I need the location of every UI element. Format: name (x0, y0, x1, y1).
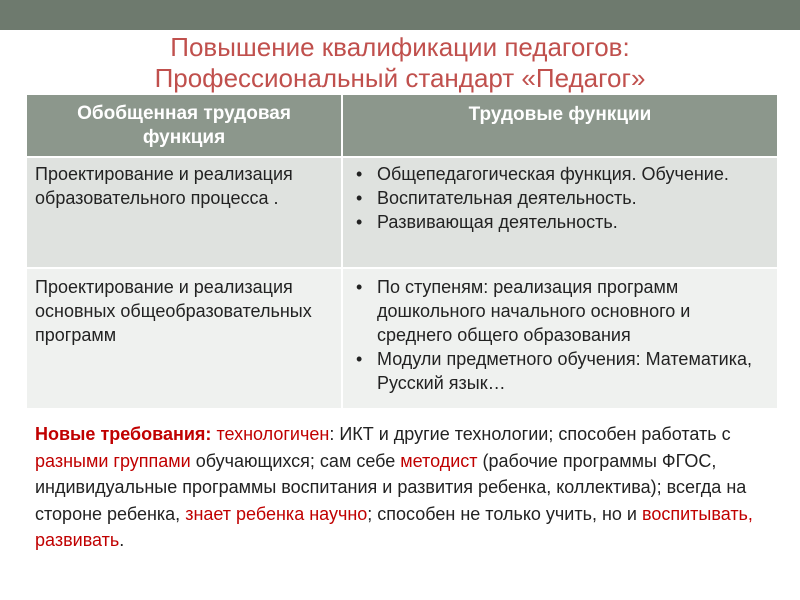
text-segment: ; способен не только учить, но и (367, 503, 642, 524)
title-line-1: Повышение квалификации педагогов: (170, 32, 630, 62)
functions-list (351, 275, 769, 395)
text-segment: . (119, 530, 125, 550)
highlight-technological: технологичен (216, 424, 330, 444)
header-general-function: Обобщенная трудовая функция (27, 95, 342, 157)
table-header-row (27, 95, 777, 157)
text-segment: обучающихся; сам себе (190, 450, 401, 471)
requirements-label: Новые требования: (35, 424, 212, 444)
text-segment: (рабочие программы ФГОС, индивидуальные программы воспитания и развития ребенка, коллектива); всегда на стороне ребенка, (35, 450, 747, 524)
list-item: • Модули предметного обучения: Математика, Русский язык… (377, 347, 769, 395)
general-function-cell: Проектирование и реализация образовательного процесса . (27, 157, 342, 268)
list-item: • По ступеням: реализация программ дошкольного начального основного и среднего общего образования (377, 275, 769, 347)
list-item: • Развивающая деятельность. (377, 210, 769, 234)
highlight-groups: разными группами (35, 450, 191, 471)
slide-title (0, 32, 800, 94)
highlight-educate: воспитывать, развивать (35, 503, 753, 550)
functions-list (351, 162, 769, 234)
top-banner (0, 0, 800, 30)
highlight-knows-child: знает ребенка научно (185, 503, 368, 524)
text-segment: : ИКТ и другие технологии; способен работать с (329, 424, 731, 444)
functions-cell (342, 157, 777, 268)
table-row (27, 268, 777, 408)
list-item: • Воспитательная деятельность. (377, 186, 769, 210)
table-row (27, 157, 777, 268)
title-line-2: Профессиональный стандарт «Педагог» (154, 63, 646, 93)
functions-cell (342, 268, 777, 408)
new-requirements-paragraph (35, 421, 775, 554)
list-item: • Общепедагогическая функция. Обучение. (377, 162, 769, 186)
functions-table (27, 95, 777, 408)
highlight-methodist: методист (400, 450, 478, 471)
header-functions: Трудовые функции (342, 95, 777, 157)
general-function-cell: Проектирование и реализация основных общеобразовательных программ (27, 268, 342, 408)
